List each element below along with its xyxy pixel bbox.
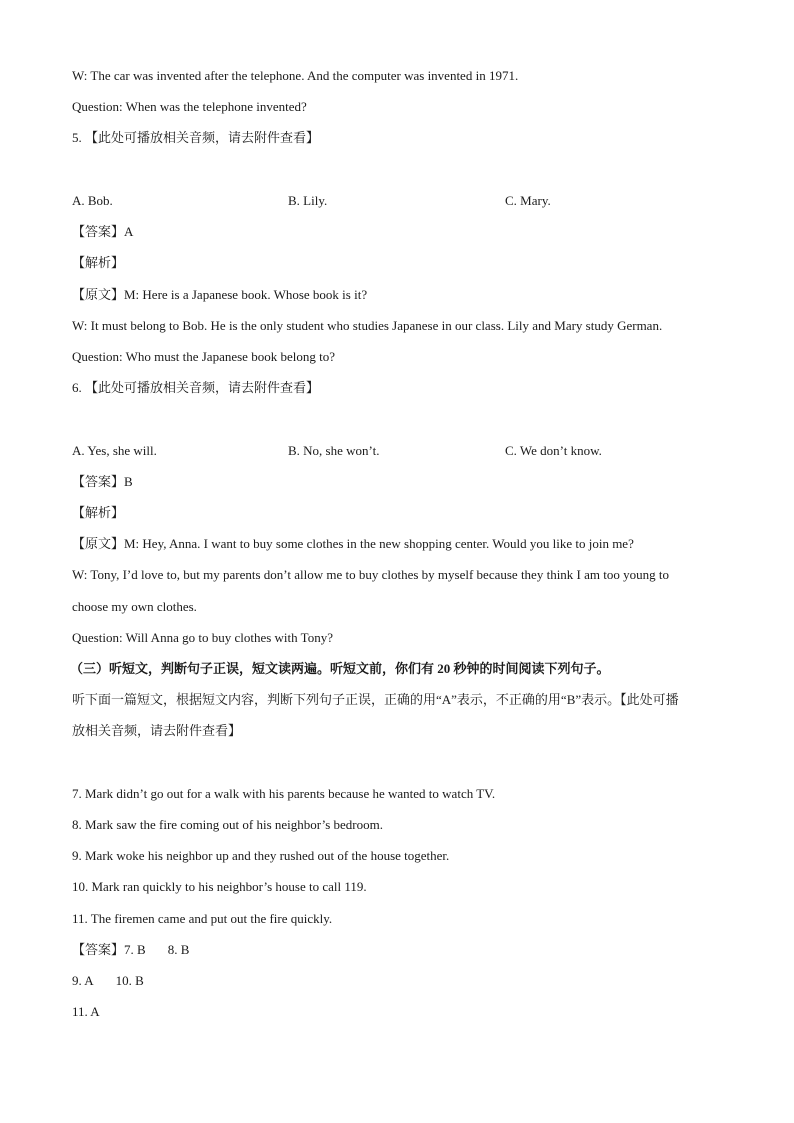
q6-option-b: B. No, she won’t. xyxy=(288,443,380,458)
q6-analysis-label: 【解析】 xyxy=(72,505,125,520)
q4-question: Question: When was the telephone invented? xyxy=(72,99,307,114)
q5-answer: 【答案】A xyxy=(72,224,134,239)
section3-answer-row1 xyxy=(72,942,189,958)
q5-number: 5. 【此处可播放相关音频，请去附件查看】 xyxy=(72,130,320,145)
q4-w-line: W: The car was invented after the telephone. And the computer was invented in 1971. xyxy=(72,68,519,83)
section3-answer-label: 【答案】 xyxy=(72,942,125,957)
q6-question: Question: Will Anna go to buy clothes with Tony? xyxy=(72,630,333,645)
statement-8: 8. Mark saw the fire coming out of his neighbor’s bedroom. xyxy=(72,817,383,832)
q6-options xyxy=(72,443,722,459)
q5-analysis-label: 【解析】 xyxy=(72,255,125,270)
answer-7: 7. B xyxy=(124,942,146,957)
section3-instruction-line1: 听下面一篇短文，根据短文内容，判断下列句子正误，正确的用“A”表示，不正确的用“B”表示。【此处可播 xyxy=(72,692,679,707)
section3-answer-row2 xyxy=(72,973,144,989)
q6-transcript-m: 【原文】M: Hey, Anna. I want to buy some clothes in the new shopping center. Would you like to join me? xyxy=(72,536,634,551)
statement-7: 7. Mark didn’t go out for a walk with his parents because he wanted to watch TV. xyxy=(72,786,496,801)
q5-option-b: B. Lily. xyxy=(288,193,328,208)
q5-transcript-m: 【原文】M: Here is a Japanese book. Whose book is it? xyxy=(72,287,368,302)
q6-transcript-w2: choose my own clothes. xyxy=(72,599,197,614)
q6-option-a: A. Yes, she will. xyxy=(72,443,157,458)
answer-10: 10. B xyxy=(115,973,144,988)
q5-option-a: A. Bob. xyxy=(72,193,113,208)
statement-9: 9. Mark woke his neighbor up and they rushed out of the house together. xyxy=(72,848,450,863)
q5-option-c: C. Mary. xyxy=(505,193,551,208)
q6-number: 6. 【此处可播放相关音频，请去附件查看】 xyxy=(72,380,320,395)
section3-heading: （三）听短文，判断句子正误，短文读两遍。听短文前，你们有 20 秒钟的时间阅读下列句子。 xyxy=(70,661,610,676)
q6-option-c: C. We don’t know. xyxy=(505,443,602,458)
statement-10: 10. Mark ran quickly to his neighbor’s house to call 119. xyxy=(72,879,367,894)
q5-transcript-w: W: It must belong to Bob. He is the only student who studies Japanese in our class. Lily and Mary study German. xyxy=(72,318,663,333)
q6-answer: 【答案】B xyxy=(72,474,133,489)
section3-answer-row3 xyxy=(72,1004,100,1020)
answer-11: 11. A xyxy=(72,1004,100,1019)
q5-options xyxy=(72,193,722,209)
section3-instruction-line2: 放相关音频，请去附件查看】 xyxy=(72,723,242,738)
q6-transcript-w1: W: Tony, I’d love to, but my parents don’t allow me to buy clothes by myself because they think I am too young to xyxy=(72,567,669,582)
answer-9: 9. A xyxy=(72,973,94,988)
statement-11: 11. The firemen came and put out the fire quickly. xyxy=(72,911,333,926)
answer-8: 8. B xyxy=(167,942,190,957)
q5-question: Question: Who must the Japanese book belong to? xyxy=(72,349,335,364)
